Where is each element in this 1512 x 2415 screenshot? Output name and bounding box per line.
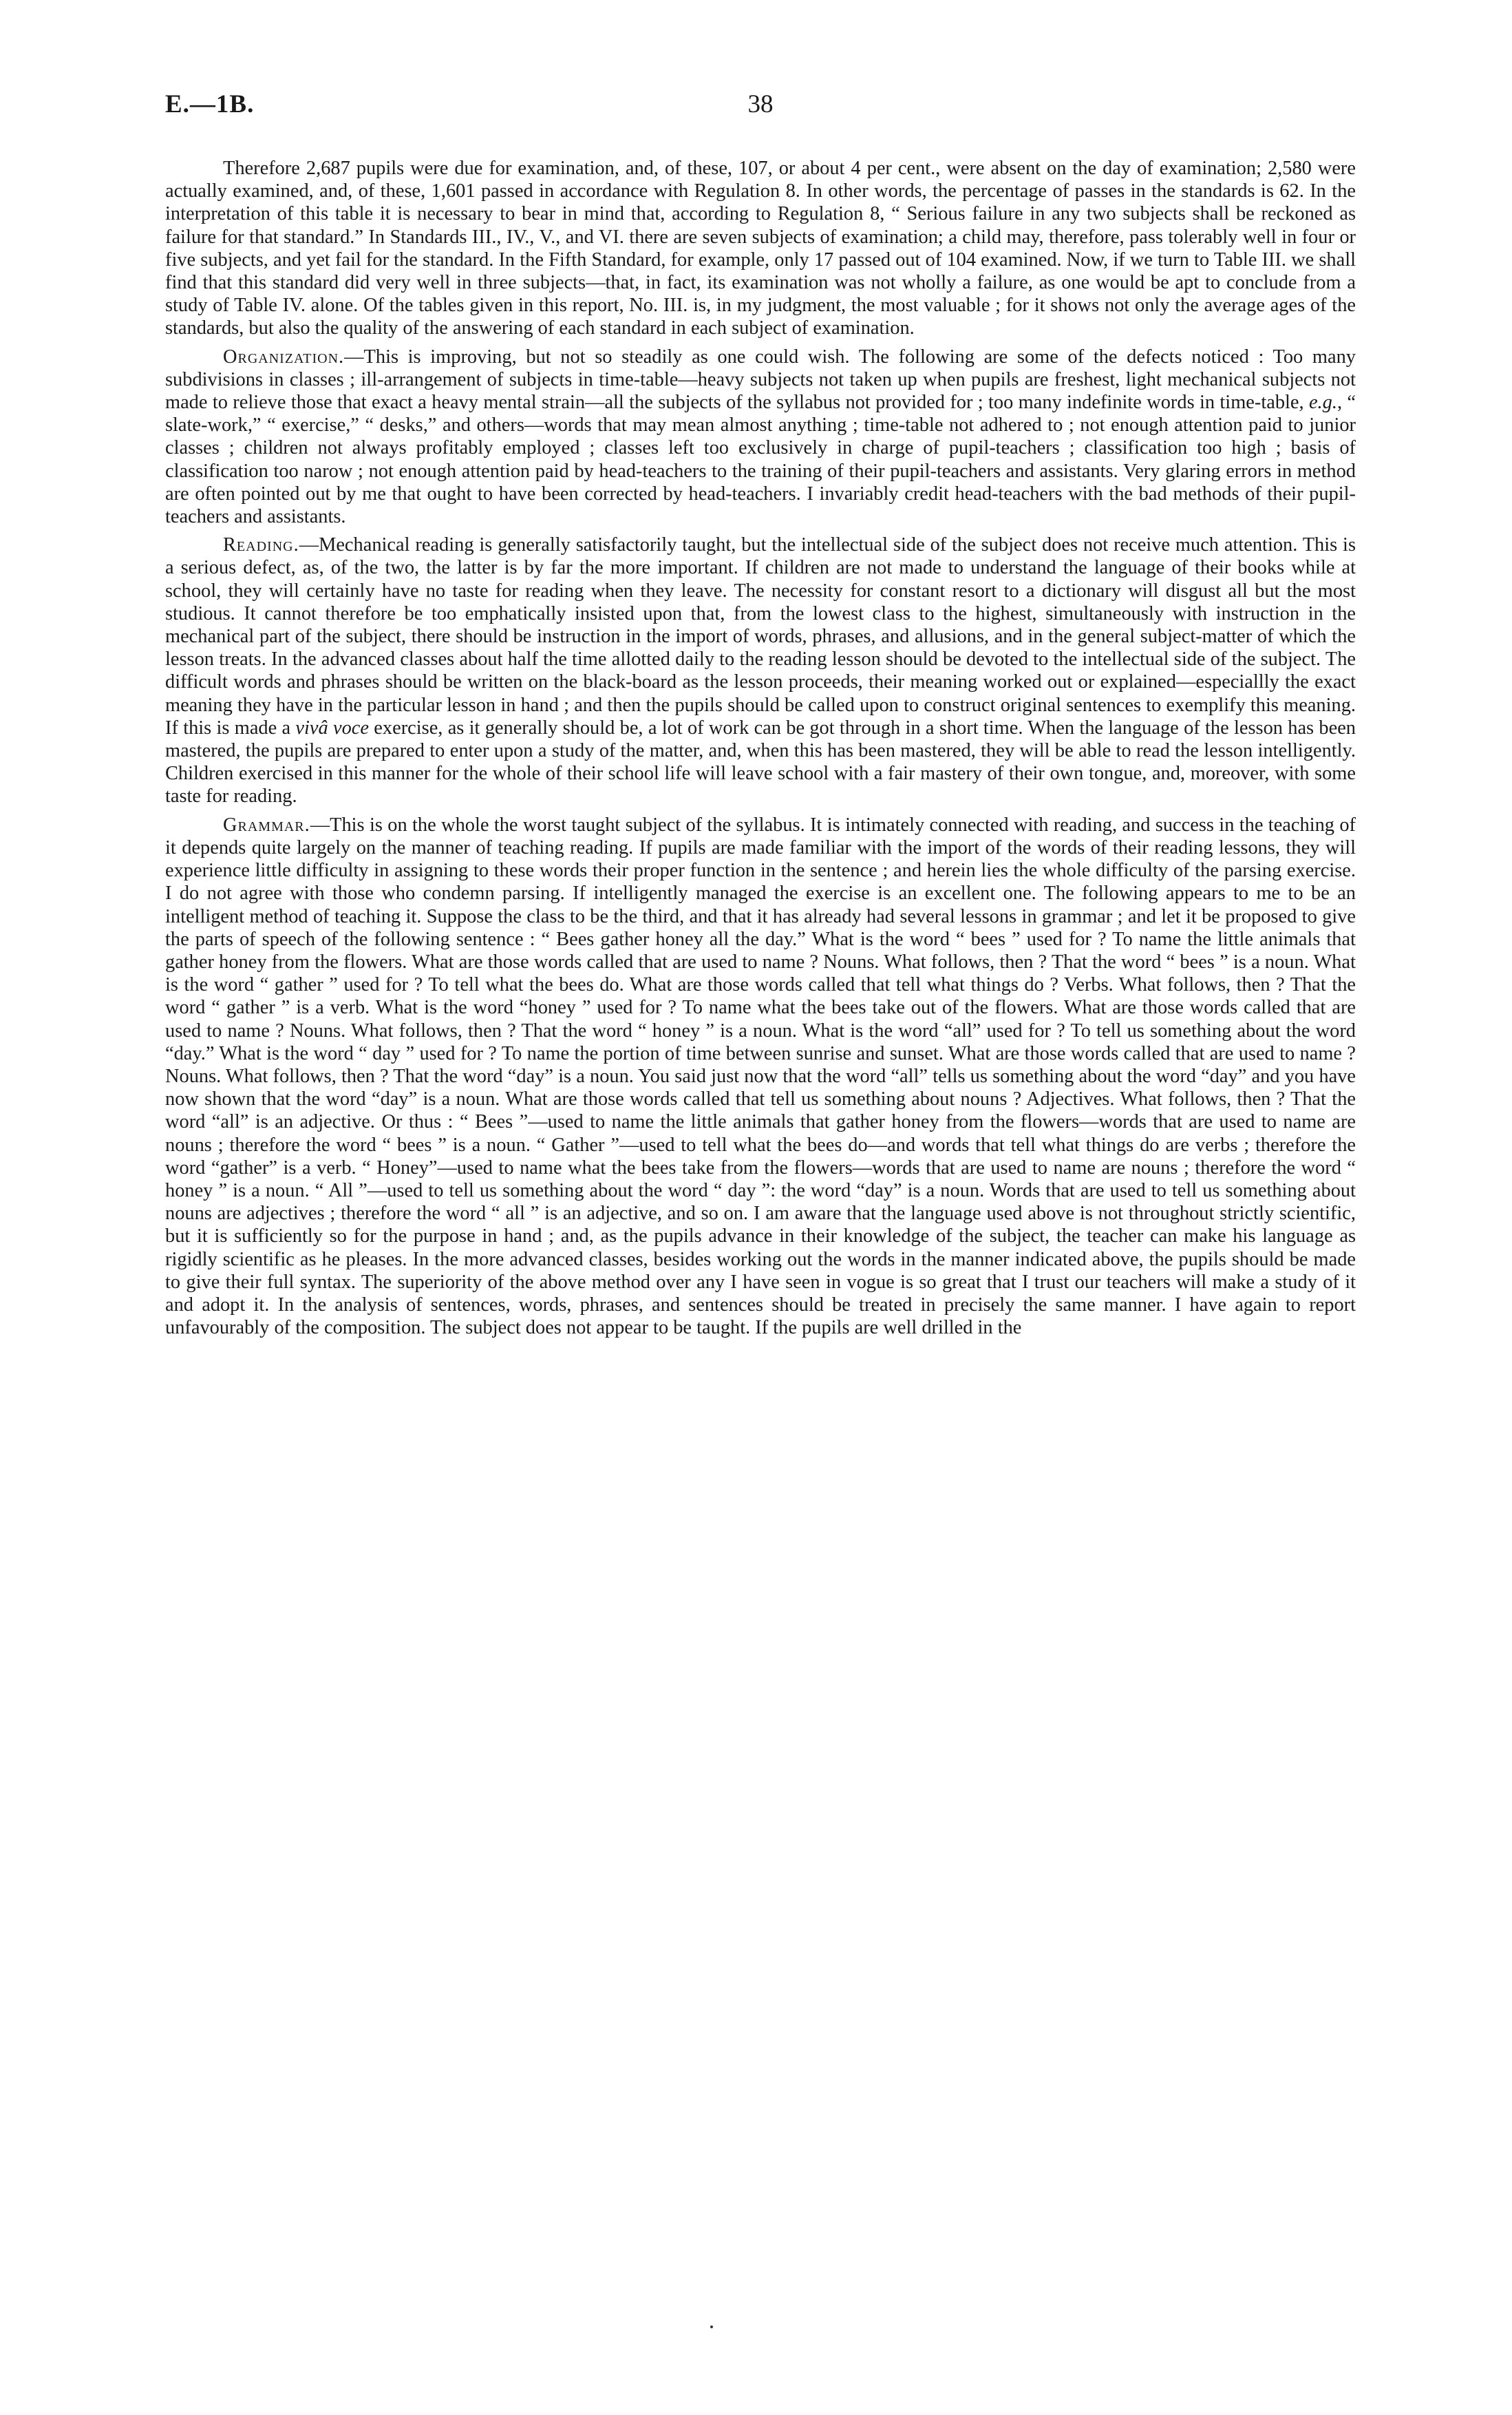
- section-heading-organization: Organization.: [223, 346, 345, 368]
- italic-phrase: vivâ voce: [295, 717, 370, 739]
- paragraph-text: , “ slate-work,” “ exercise,” “ desks,” and others—words that may mean almost anything ; time-table not adhered to ; not enough attention paid to junior classes ; children not always profitably employed ; classes left too exclusively in charge of pupil-teachers ; classification too high ; basis of classification too narow ; not enough attention paid by head-teachers to the training of their pupil-teachers and assistants. Very glaring errors in method are often pointed out by me that ought to have been corrected by head-teachers. I invariably credit head-teachers with the bad methods of their pupil-teachers and assistants.: [165, 392, 1356, 528]
- paragraph-text: —This is on the whole the worst taught subject of the syllabus. It is intimately connected with reading, and success in the teaching of it depends quite largely on the manner of teaching reading. If pupils are made familiar with the import of the words of their reading lessons, they will experience little difficulty in assigning to these words their proper function in the sentence ; and herein lies the whole difficulty of the parsing exercise. I do not agree with those who condemn parsing. If intelligently managed the exercise is an excellent one. The following appears to me to be an intelligent method of teaching it. Suppose the class to be the third, and that it has already had several lessons in grammar ; and let it be proposed to give the parts of speech of the following sentence : “ Bees gather honey all the day.” What is the word “ bees ” used for ? To name the little animals that gather honey from the flowers. What are those words called that are used to name ? Nouns. What follows, then ? That the word “ bees ” is a noun. What is the word “ gather ” used for ? To tell what the bees do. What are those words called that tell what things do ? Verbs. What follows, then ? That the word “ gather ” is a verb. What is the word “honey ” used for ? To name what the bees take out of the flowers. What are those words called that are used to name ? Nouns. What follows, then ? That the word “ honey ” is a noun. What is the word “all” used for ? To tell us something about the word “day.” What is the word “ day ” used for ? To name the portion of time between sunrise and sunset. What are those words called that are used to name ? Nouns. What follows, then ? That the word “day” is a noun. You said just now that the word “all” tells us something about the word “day” and you have now shown that the word “day” is a noun. What are those words called that tell us something about nouns ? Adjectives. What follows, then ? That the word “all” is an adjective. Or thus : “ Bees ”—used to name the little animals that gather honey from the flowers—words that are used to name are nouns ; therefore the word “ bees ” is a noun. “ Gather ”—used to tell what the bees do—and words that tell what things do are verbs ; therefore the word “gather” is a verb. “ Honey”—used to name what the bees take from the flowers—words that are used to name are nouns ; therefore the word “ honey ” is a noun. “ All ”—used to tell us something about the word “ day ”: the word “day” is a noun. Words that are used to tell us something about nouns are adjectives ; therefore the word “ all ” is an adjective, and so on. I am aware that the language used above is not throughout strictly scientific, but it is sufficiently so for the purpose in hand ; and, as the pupils advance in their knowledge of the subject, the teacher can make his language as rigidly scientific as he pleases. In the more advanced classes, besides working out the words in the manner indicated above, the pupils should be made to give their full syntax. The superiority of the above method over any I have seen in vogue is so great that I trust our teachers will make a study of it and adopt it. In the analysis of sentences, words, phrases, and sentences should be treated in precisely the same manner. I have again to report unfavourably of the composition. The subject does not appear to be taught. If the pupils are well drilled in the: [165, 814, 1356, 1339]
- document-reference: E.—1B.: [165, 90, 255, 118]
- paragraph-reading: [165, 534, 1356, 808]
- paragraph-text: Therefore 2,687 pupils were due for examination, and, of these, 107, or about 4 per cent., were absent on the day of examination; 2,580 were actually examined, and, of these, 1,601 passed in accordance with Regulation 8. In other words, the percentage of passes in the standards is 62. In the interpretation of this table it is necessary to bear in mind that, according to Regulation 8, “ Serious failure in any two subjects shall be reckoned as failure for that standard.” In Standards III., IV., V., and VI. there are seven subjects of examination; a child may, therefore, pass tolerably well in four or five subjects, and yet fail for the standard. In the Fifth Standard, for example, only 17 passed out of 104 examined. Now, if we turn to Table III. we shall find that this standard did very well in three subjects—that, in fact, its examination was not wholly a failure, as one would be apt to conclude from a study of Table IV. alone. Of the tables given in this report, No. III. is, in my judgment, the most valuable ; for it shows not only the average ages of the standards, but also the quality of the answering of each standard in each subject of examination.: [165, 158, 1356, 339]
- paragraph-text: exercise, as it generally should be, a lot of work can be got through in a short time. When the language of the lesson has been mastered, the pupils are prepared to enter upon a study of the matter, and, when this has been mastered, they will be able to read the lesson intelligently. Children exercised in this manner for the whole of their school life will leave school with a fair mastery of their own tongue, and, moreover, with some taste for reading.: [165, 717, 1356, 808]
- paragraph-text: —This is improving, but not so steadily as one could wish. The following are some of the defects noticed : Too many subdivisions in classes ; ill-arrangement of subjects in time-table—heavy subjects not taken up when pupils are freshest, light mechanical subjects not made to relieve those that exact a heavy mental strain—all the subjects of the syllabus not provided for ; too many indefinite words in time-table,: [165, 346, 1356, 414]
- italic-abbreviation: e.g.: [1308, 392, 1337, 414]
- section-heading-reading: Reading.: [223, 534, 299, 556]
- page-header: [165, 89, 1356, 131]
- report-body: [165, 157, 1356, 1344]
- paragraph-grammar: [165, 814, 1356, 1340]
- paragraph-text: —Mechanical reading is generally satisfactorily taught, but the intellectual side of the subject does not receive much attention. This is a serious defect, as, of the two, the latter is by far the more important. If children are not made to understand the language of their books while at school, they will certainly have no taste for reading when they leave. The necessity for constant resort to a dictionary will disgust all but the most studious. It cannot therefore be too emphatically insisted upon that, from the lowest class to the highest, simultaneously with instruction in the mechanical part of the subject, there should be instruction in the import of words, phrases, and allusions, and in the general subject-matter of which the lesson treats. In the advanced classes about half the time allotted daily to the reading lesson should be devoted to the intellectual side of the subject. The difficult words and phrases should be written on the black-board as the lesson proceeds, their meaning worked out or explained—especiallly the exact meaning they have in the particular lesson in hand ; and then the pupils should be called upon to construct original sentences to exemplify this meaning. If this is made a: [165, 534, 1356, 739]
- paragraph-organization: [165, 346, 1356, 529]
- print-mark: [710, 2326, 713, 2328]
- paragraph-pass-statistics: [165, 157, 1356, 340]
- page-number: 38: [747, 90, 774, 118]
- section-heading-grammar: Grammar.: [223, 814, 310, 836]
